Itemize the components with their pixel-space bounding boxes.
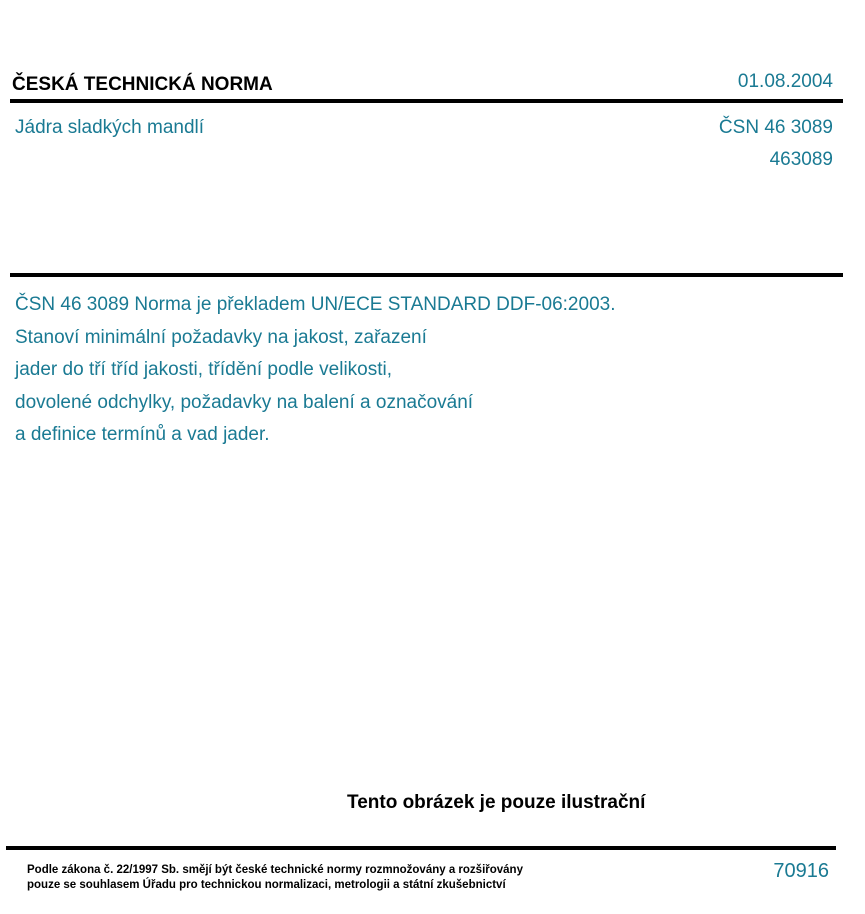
description-line: dovolené odchylky, požadavky na balení a označování: [15, 391, 474, 413]
legal-notice-line: Podle zákona č. 22/1997 Sb. smějí být české technické normy rozmnožovány a rozšiřovány: [27, 864, 523, 876]
legal-notice: [27, 863, 523, 893]
footer-divider: [6, 846, 836, 850]
standard-description: [15, 289, 615, 452]
document-type-title: ČESKÁ TECHNICKÁ NORMA: [12, 74, 273, 95]
classification-number: 463089: [769, 149, 833, 170]
publication-date: 01.08.2004: [737, 71, 833, 92]
description-line: ČSN 46 3089 Norma je překladem UN/ECE STANDARD DDF-06:2003.: [15, 294, 616, 315]
illustration-note: Tento obrázek je pouze ilustrační: [347, 792, 646, 813]
section-divider: [10, 273, 843, 277]
standard-code: ČSN 46 3089: [718, 117, 833, 138]
standard-subject: Jádra sladkých mandlí: [15, 117, 205, 138]
description-line: a definice termínů a vad jader.: [15, 424, 270, 445]
document-number: 70916: [773, 860, 829, 882]
legal-notice-line: pouze se souhlasem Úřadu pro technickou normalizaci, metrologii a státní zkušebnictví: [27, 879, 506, 891]
description-line: Stanoví minimální požadavky na jakost, zařazení: [15, 326, 427, 348]
description-line: jader do tří tříd jakosti, třídění podle velikosti,: [15, 359, 393, 380]
header-divider: [10, 99, 843, 103]
